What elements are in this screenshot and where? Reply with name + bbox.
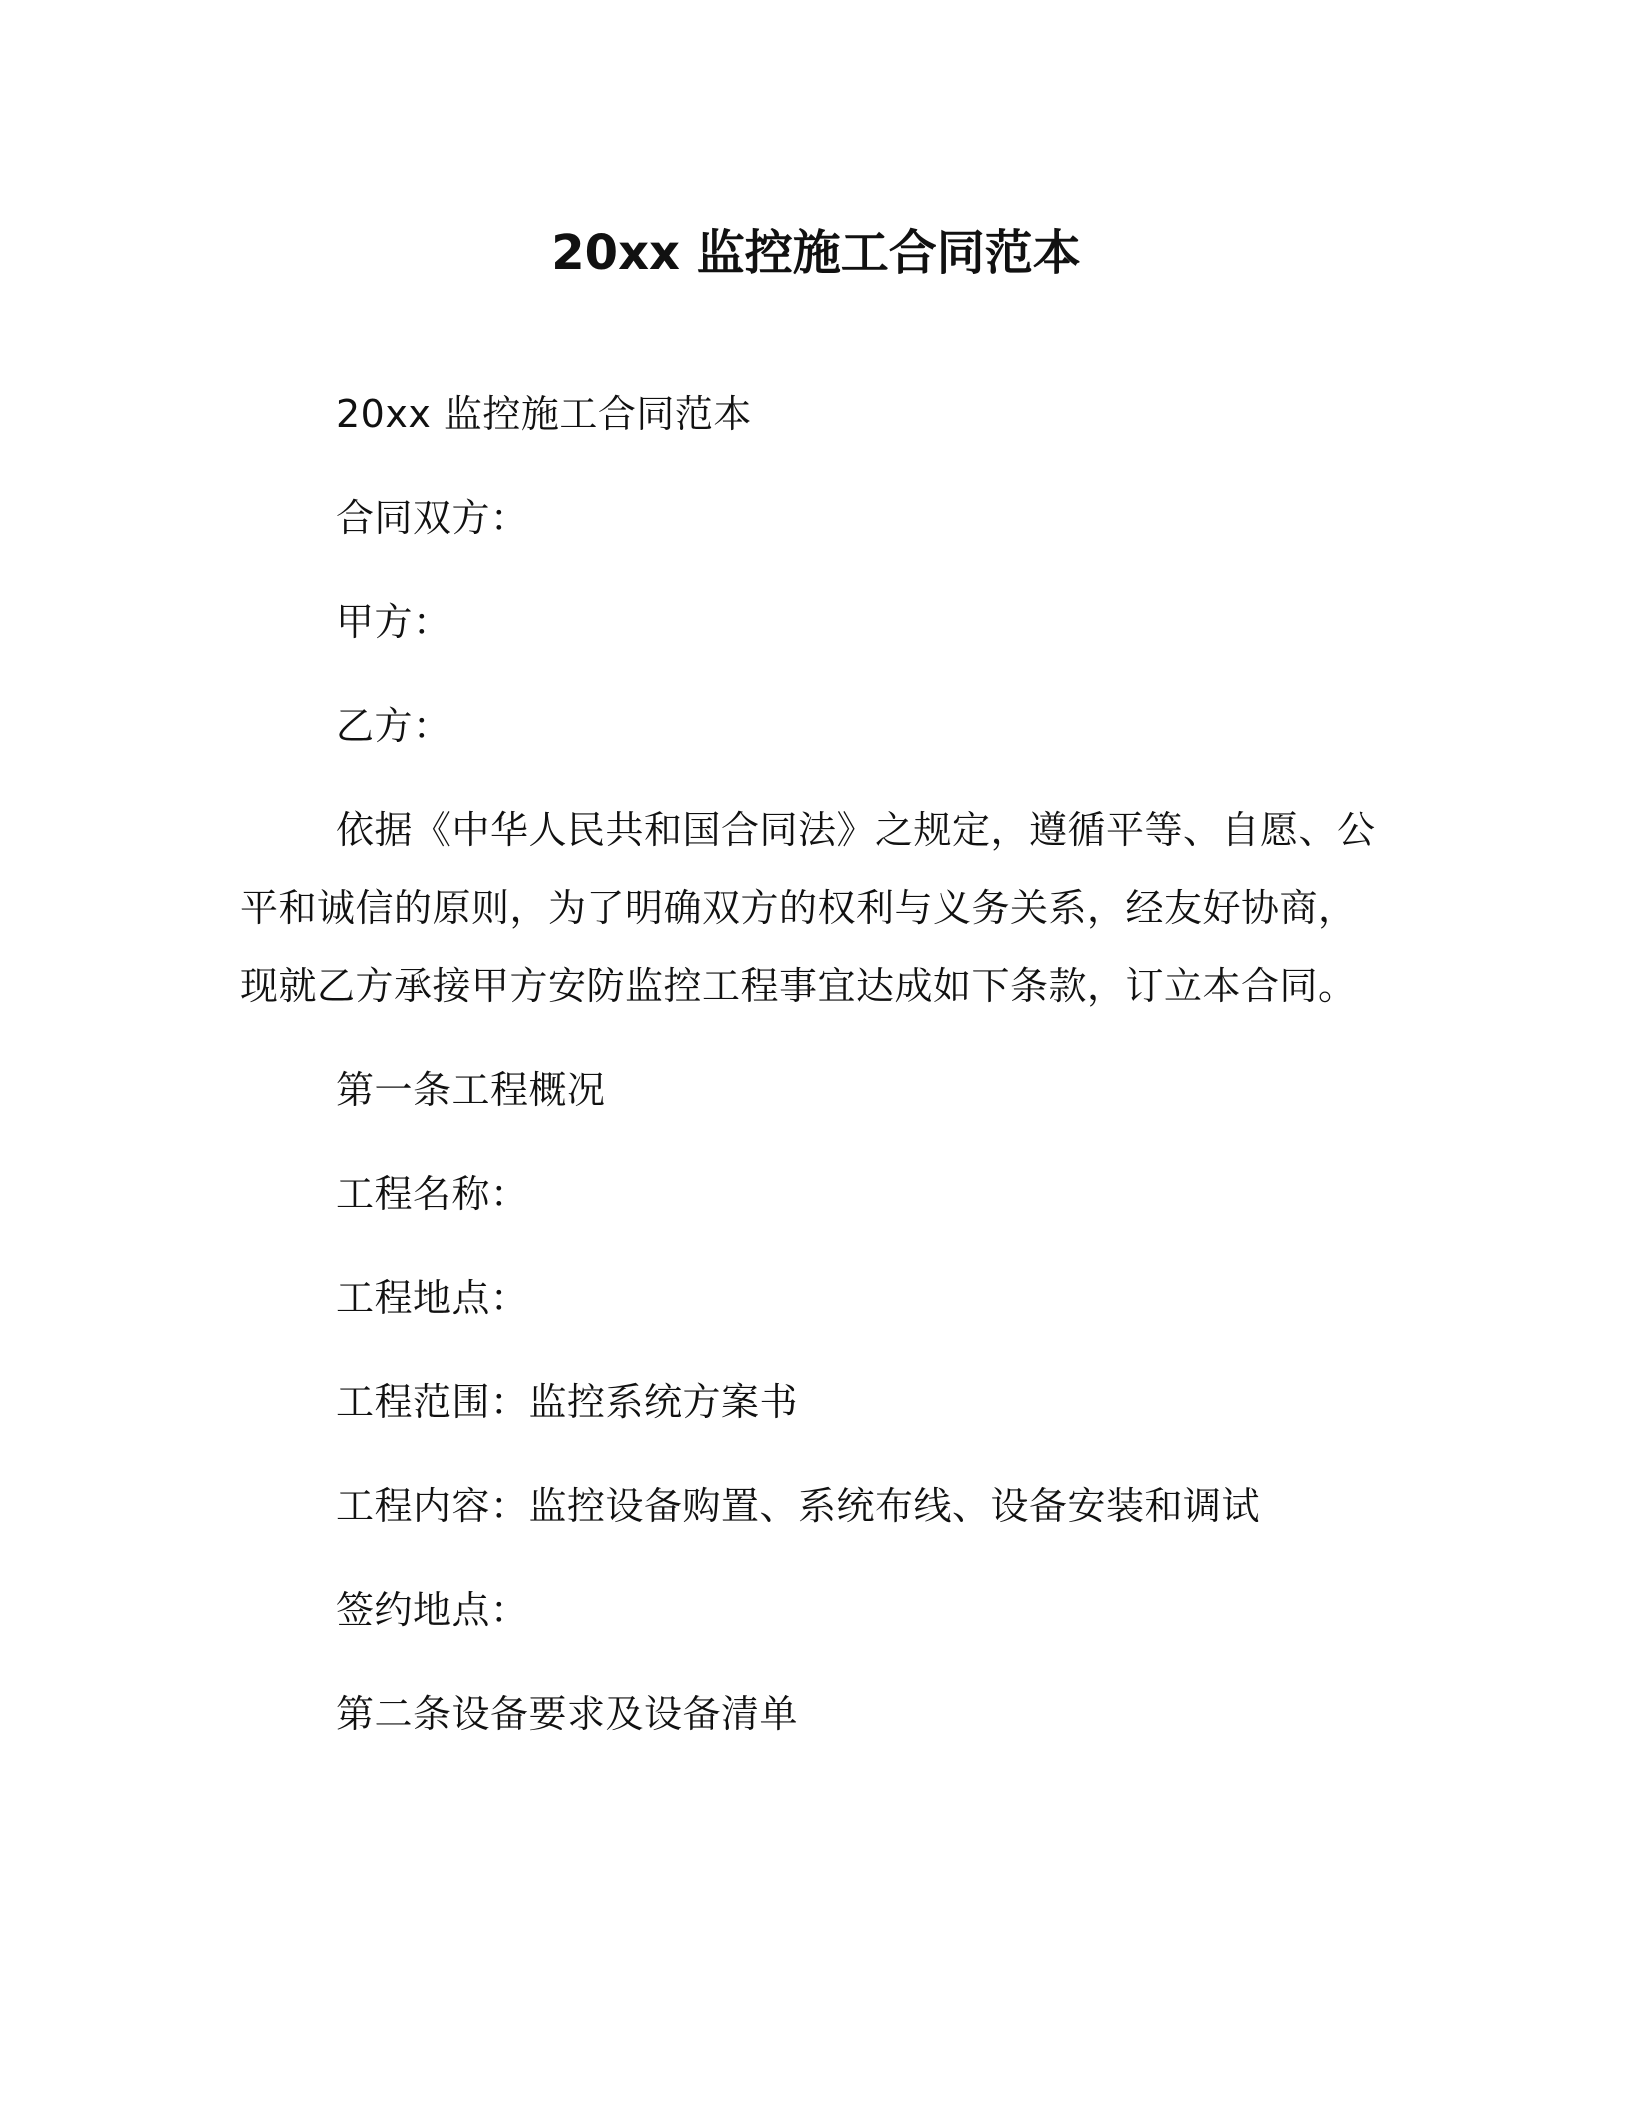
paragraph-project-name: 工程名称：: [336, 1172, 529, 1216]
document-body: [240, 388, 1390, 1792]
paragraph-article-1-heading: 第一条工程概况: [336, 1068, 606, 1112]
document-title: 20xx 监控施工合同范本: [551, 225, 1081, 281]
paragraph-project-content: 工程内容：监控设备购置、系统布线、设备安装和调试: [336, 1484, 1261, 1528]
paragraph-party-b: 乙方：: [336, 704, 452, 748]
paragraph-signing-location: 签约地点：: [336, 1588, 529, 1632]
paragraph-parties-heading: 合同双方：: [336, 496, 529, 540]
paragraph-article-2-heading: 第二条设备要求及设备清单: [336, 1692, 799, 1736]
paragraph-project-location: 工程地点：: [336, 1276, 529, 1320]
paragraph-project-scope: 工程范围：监控系统方案书: [336, 1380, 799, 1424]
paragraph-subtitle: 20xx 监控施工合同范本: [336, 392, 752, 436]
paragraph-preamble: 依据《中华人民共和国合同法》之规定，遵循平等、自愿、公平和诚信的原则，为了明确双方的权利与义务关系，经友好协商，现就乙方承接甲方安防监控工程事宜达成如下条款，订立本合同。: [240, 808, 1376, 1008]
paragraph-party-a: 甲方：: [336, 600, 452, 644]
